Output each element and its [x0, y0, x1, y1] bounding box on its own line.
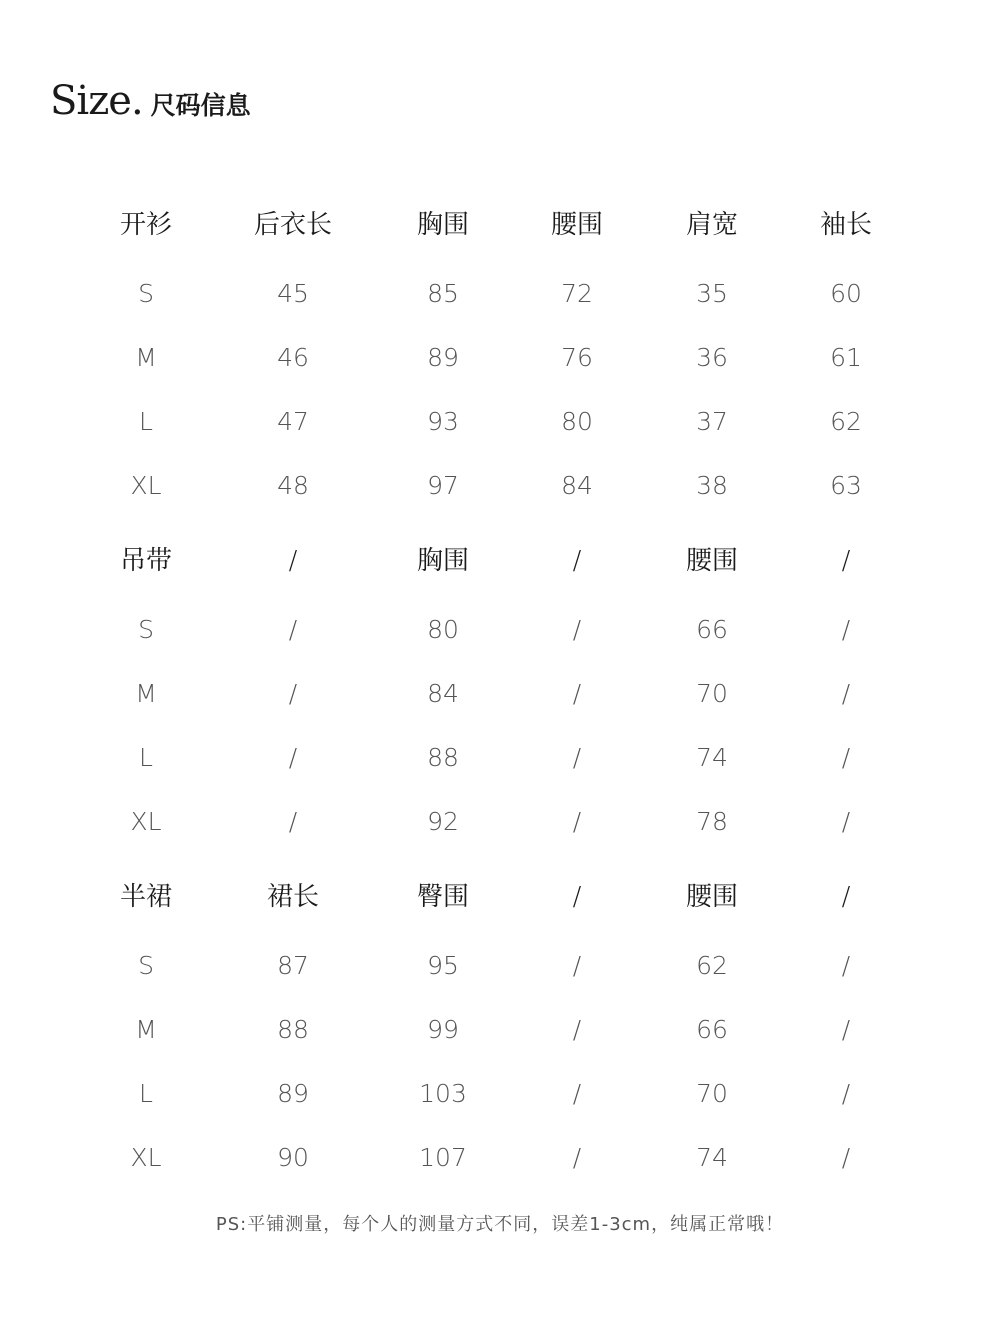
- table-cell: 89: [427, 343, 459, 372]
- table-cell: /: [572, 1143, 582, 1172]
- table-cell: 45: [277, 279, 309, 308]
- size-label: L: [139, 1079, 153, 1108]
- table-row: [0, 674, 1000, 714]
- table-cell: 78: [696, 807, 728, 836]
- table-cell: 88: [427, 743, 459, 772]
- table-cell: 74: [696, 1143, 728, 1172]
- table-cell: 90: [277, 1143, 309, 1172]
- table-cell: /: [572, 951, 582, 980]
- header-cell: /: [288, 546, 298, 576]
- table-cell: 35: [696, 279, 728, 308]
- table-cell: 36: [696, 343, 728, 372]
- header-cell: 半裙: [119, 882, 172, 912]
- table-row: [0, 402, 1000, 442]
- table-cell: 60: [830, 279, 862, 308]
- table-cell: 103: [419, 1079, 467, 1108]
- header-cell: 吊带: [119, 546, 172, 576]
- table-row: [0, 274, 1000, 314]
- table-cell: 85: [427, 279, 459, 308]
- table-row: [0, 610, 1000, 650]
- table-row: [0, 338, 1000, 378]
- table-header-row: [0, 541, 1000, 581]
- header-cell: 腰围: [685, 882, 738, 912]
- table-cell: 107: [419, 1143, 467, 1172]
- table-cell: /: [288, 807, 298, 836]
- table-cell: 72: [561, 279, 593, 308]
- table-cell: /: [572, 1079, 582, 1108]
- table-header-row: [0, 205, 1000, 245]
- table-cell: 66: [696, 1015, 728, 1044]
- table-cell: 89: [277, 1079, 309, 1108]
- table-cell: 70: [696, 679, 728, 708]
- header-cell: 腰围: [685, 546, 738, 576]
- page-title: [50, 78, 251, 124]
- size-label: L: [139, 407, 153, 436]
- table-cell: /: [841, 1143, 851, 1172]
- header-cell: /: [841, 882, 851, 912]
- header-cell: 开衫: [119, 210, 172, 240]
- table-cell: 74: [696, 743, 728, 772]
- size-label: M: [135, 679, 157, 708]
- table-row: [0, 738, 1000, 778]
- table-cell: 66: [696, 615, 728, 644]
- header-cell: /: [841, 546, 851, 576]
- header-cell: 胸围: [416, 210, 469, 240]
- table-row: [0, 1074, 1000, 1114]
- size-label: S: [138, 615, 154, 644]
- table-cell: 99: [427, 1015, 459, 1044]
- table-cell: /: [288, 679, 298, 708]
- size-label: S: [138, 951, 154, 980]
- size-label: XL: [130, 1143, 162, 1172]
- header-cell: 臀围: [416, 882, 469, 912]
- table-cell: /: [841, 807, 851, 836]
- size-label: L: [139, 743, 153, 772]
- table-cell: /: [841, 615, 851, 644]
- table-cell: 97: [427, 471, 459, 500]
- table-cell: /: [841, 679, 851, 708]
- table-cell: 62: [696, 951, 728, 980]
- header-cell: 肩宽: [685, 210, 738, 240]
- size-label: XL: [130, 471, 162, 500]
- header-cell: /: [572, 546, 582, 576]
- table-cell: 38: [696, 471, 728, 500]
- table-cell: /: [572, 807, 582, 836]
- table-cell: 48: [277, 471, 309, 500]
- table-cell: /: [841, 1079, 851, 1108]
- table-row: [0, 1010, 1000, 1050]
- table-header-row: [0, 877, 1000, 917]
- table-cell: 62: [830, 407, 862, 436]
- table-cell: 70: [696, 1079, 728, 1108]
- table-cell: /: [572, 615, 582, 644]
- title-english: Size.: [50, 78, 143, 124]
- table-row: [0, 946, 1000, 986]
- header-cell: 后衣长: [253, 210, 332, 240]
- table-cell: 88: [277, 1015, 309, 1044]
- table-cell: /: [572, 1015, 582, 1044]
- header-cell: /: [572, 882, 582, 912]
- table-cell: /: [288, 615, 298, 644]
- header-cell: 裙长: [266, 882, 319, 912]
- table-row: [0, 802, 1000, 842]
- table-cell: /: [572, 679, 582, 708]
- header-cell: 袖长: [819, 210, 872, 240]
- table-cell: 84: [427, 679, 459, 708]
- header-cell: 腰围: [550, 210, 603, 240]
- table-cell: 95: [427, 951, 459, 980]
- table-cell: 61: [830, 343, 862, 372]
- table-cell: 47: [277, 407, 309, 436]
- table-cell: 46: [277, 343, 309, 372]
- table-row: [0, 466, 1000, 506]
- size-label: XL: [130, 807, 162, 836]
- table-cell: /: [841, 951, 851, 980]
- size-label: M: [135, 1015, 157, 1044]
- table-cell: 92: [427, 807, 459, 836]
- title-chinese: 尺码信息: [150, 91, 251, 120]
- table-cell: 76: [561, 343, 593, 372]
- table-cell: 93: [427, 407, 459, 436]
- measurement-note: PS:平铺测量，每个人的测量方式不同，误差1-3cm，纯属正常哦！: [215, 1214, 785, 1235]
- table-cell: 63: [830, 471, 862, 500]
- table-cell: 80: [561, 407, 593, 436]
- size-label: M: [135, 343, 157, 372]
- header-cell: 胸围: [416, 546, 469, 576]
- table-cell: /: [841, 743, 851, 772]
- table-row: [0, 1138, 1000, 1178]
- size-label: S: [138, 279, 154, 308]
- table-cell: 80: [427, 615, 459, 644]
- table-cell: 37: [696, 407, 728, 436]
- table-cell: /: [572, 743, 582, 772]
- table-cell: 87: [277, 951, 309, 980]
- table-cell: /: [841, 1015, 851, 1044]
- table-cell: /: [288, 743, 298, 772]
- table-cell: 84: [561, 471, 593, 500]
